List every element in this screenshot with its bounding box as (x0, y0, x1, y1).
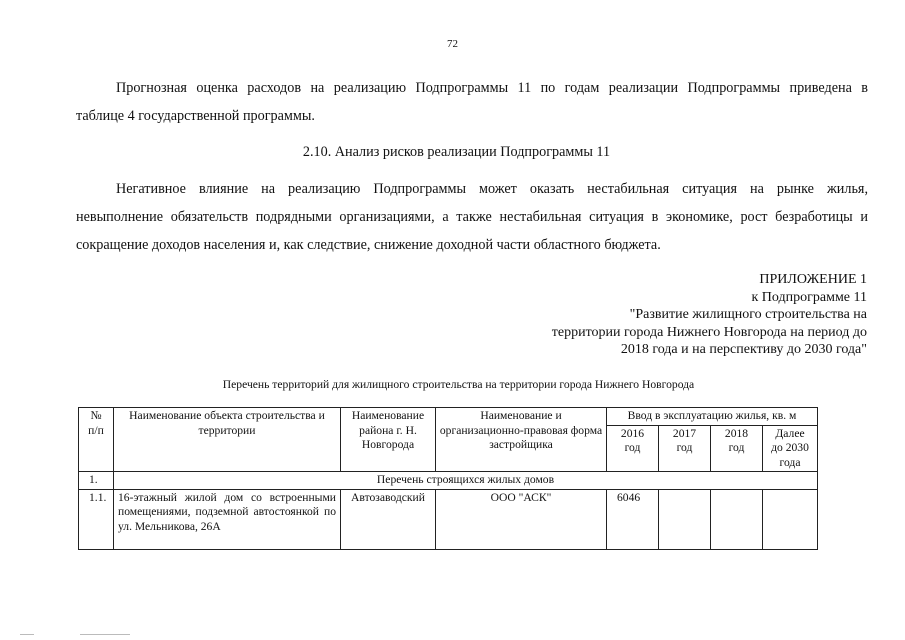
table-header-row (79, 408, 818, 426)
header-year-2017 (659, 425, 711, 472)
year-unit: год (624, 441, 641, 454)
row-value-2017 (659, 489, 711, 549)
paragraph-line: Негативное влияние на реализацию Подпрограммы может оказать нестабильная ситуация на рынке жилья, (116, 181, 868, 197)
footer-rule (80, 634, 130, 635)
row-value-2018 (711, 489, 763, 549)
year-unit: год (728, 441, 745, 454)
year-value: 2018 (724, 426, 749, 440)
row-value-later (763, 489, 818, 549)
territories-table (78, 407, 818, 550)
appendix-line: территории города Нижнего Новгорода на период до (551, 324, 867, 340)
row-number: 1.1. (79, 489, 114, 549)
appendix-line: "Развитие жилищного строительства на (629, 307, 867, 322)
paragraph-line: невыполнение обязательств подрядными организациями, а также нестабильная ситуация в экономике, рост безработицы и (76, 209, 868, 225)
appendix-line: к Подпрограмме 11 (751, 289, 867, 305)
section-label: Перечень строящихся жилых домов (114, 472, 818, 490)
year-value: 2017 (672, 426, 697, 440)
year-unit: до 2030 года (771, 441, 809, 469)
row-developer: ООО "АСК" (436, 489, 607, 549)
paragraph-line: таблице 4 государственной программы. (76, 108, 315, 124)
header-number-abbrev: п/п (88, 423, 104, 437)
table-section-row (79, 472, 818, 490)
page-number: 72 (447, 38, 458, 50)
appendix-line: 2018 года и на перспективу до 2030 года" (620, 342, 867, 357)
row-district: Автозаводский (341, 489, 436, 549)
header-later (763, 425, 818, 472)
section-number: 1. (79, 472, 114, 490)
table-row (79, 489, 818, 549)
paragraph-expenditure-forecast (76, 74, 868, 130)
year-value: Далее (775, 426, 805, 440)
appendix-title: ПРИЛОЖЕНИЕ 1 (759, 272, 867, 287)
paragraph-line: сокращение доходов населения и, как следствие, снижение доходной части областного бюджета. (76, 237, 661, 253)
section-heading: 2.10. Анализ рисков реализации Подпрограммы 11 (302, 144, 611, 160)
appendix-block (447, 271, 867, 359)
row-value-2016: 6046 (607, 489, 659, 549)
header-district: Наименование района г. Н. Новгорода (341, 408, 436, 472)
paragraph-risks (76, 175, 868, 259)
header-number-symbol: № (90, 409, 102, 422)
row-object: 16-этажный жилой дом со встроенными помещениями, подземной автостоянкой по ул. Мельникова, 26А (114, 489, 341, 549)
header-year-2018 (711, 425, 763, 472)
header-number (79, 408, 114, 472)
header-object: Наименование объекта строительства и территории (114, 408, 341, 472)
table-title: Перечень территорий для жилищного строительства на территории города Нижнего Новгорода (222, 378, 695, 391)
year-unit: год (676, 441, 693, 454)
header-developer: Наименование и организационно-правовая форма застройщика (436, 408, 607, 472)
header-commissioning: Ввод в эксплуатацию жилья, кв. м (607, 408, 818, 426)
paragraph-line: Прогнозная оценка расходов на реализацию Подпрограммы 11 по годам реализации Подпрограммы приведена в (116, 80, 868, 96)
footer-rule-left (20, 634, 34, 635)
year-value: 2016 (620, 426, 645, 440)
header-year-2016 (607, 425, 659, 472)
